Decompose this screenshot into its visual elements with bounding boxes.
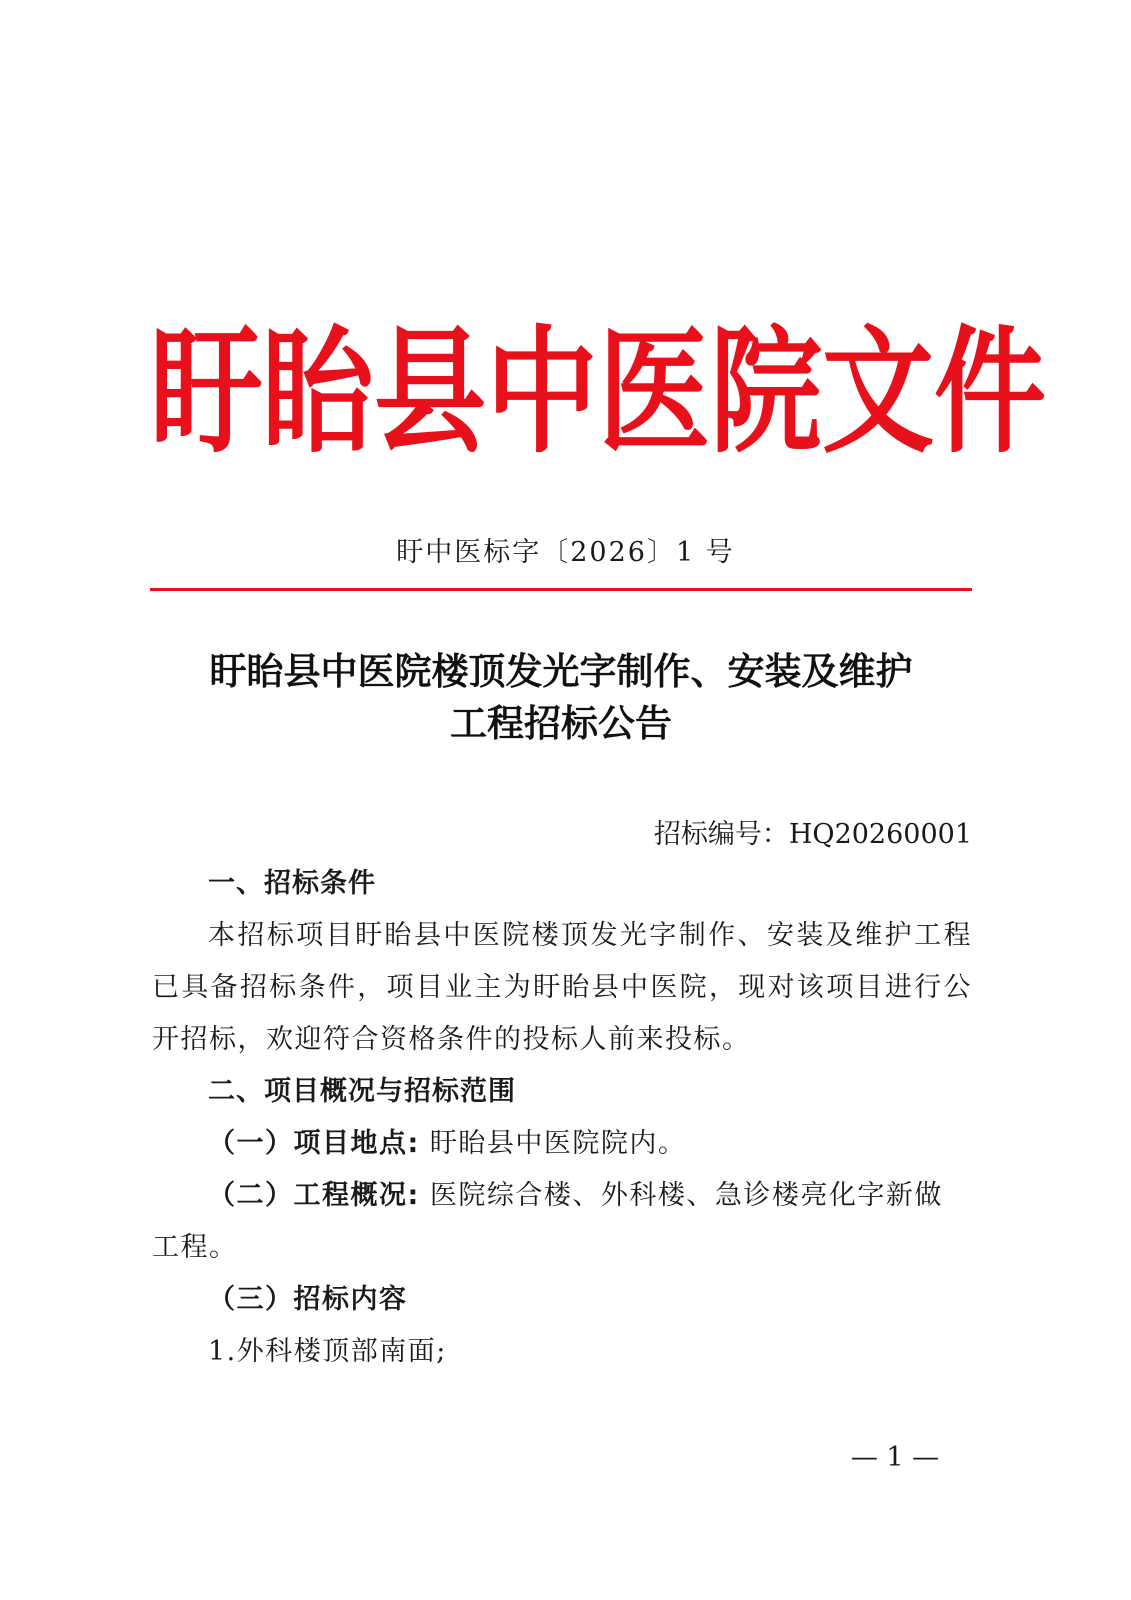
section2-heading: 二、项目概况与招标范围 bbox=[208, 1076, 516, 1107]
masthead-char: 文 bbox=[822, 312, 934, 473]
section1-body-line-2: 已具备招标条件，项目业主为盱眙县中医院，现对该项目进行公 bbox=[152, 972, 972, 1003]
title-line-1: 盱眙县中医院楼顶发光字制作、安装及维护 bbox=[209, 650, 913, 693]
document-title bbox=[150, 646, 972, 750]
section1-body-line-1: 本招标项目盱眙县中医院楼顶发光字制作、安装及维护工程 bbox=[208, 920, 972, 951]
document-number: 盱中医标字〔2026〕1 号 bbox=[396, 537, 735, 568]
project-overview bbox=[152, 1176, 1028, 1216]
document-masthead bbox=[150, 312, 1046, 473]
masthead-char: 县 bbox=[374, 312, 486, 473]
tender-content-heading: （三）招标内容 bbox=[208, 1284, 408, 1315]
project-overview-continuation: 工程。 bbox=[152, 1232, 238, 1263]
title-line-2: 工程招标公告 bbox=[450, 702, 672, 745]
masthead-char: 件 bbox=[934, 312, 1046, 473]
page-number: — 1 — bbox=[850, 1442, 940, 1473]
project-location-value: 盱眙县中医院院内。 bbox=[429, 1128, 687, 1159]
project-location bbox=[152, 1124, 1028, 1164]
masthead-char: 眙 bbox=[262, 312, 374, 473]
masthead-char: 盱 bbox=[150, 312, 262, 473]
red-divider bbox=[150, 588, 972, 591]
project-location-label: （一）项目地点: bbox=[208, 1128, 420, 1159]
masthead-char: 中 bbox=[486, 312, 598, 473]
tender-code: 招标编号：HQ20260001 bbox=[653, 819, 972, 850]
project-overview-value: 医院综合楼、外科楼、急诊楼亮化字新做 bbox=[429, 1180, 943, 1211]
masthead-char: 医 bbox=[598, 312, 710, 473]
section1-body-line-3: 开招标，欢迎符合资格条件的投标人前来投标。 bbox=[152, 1024, 751, 1055]
section1-heading: 一、招标条件 bbox=[208, 868, 376, 899]
project-overview-label: （二）工程概况: bbox=[208, 1180, 420, 1211]
masthead-char: 院 bbox=[710, 312, 822, 473]
tender-content-item: 1.外科楼顶部南面; bbox=[208, 1336, 447, 1367]
